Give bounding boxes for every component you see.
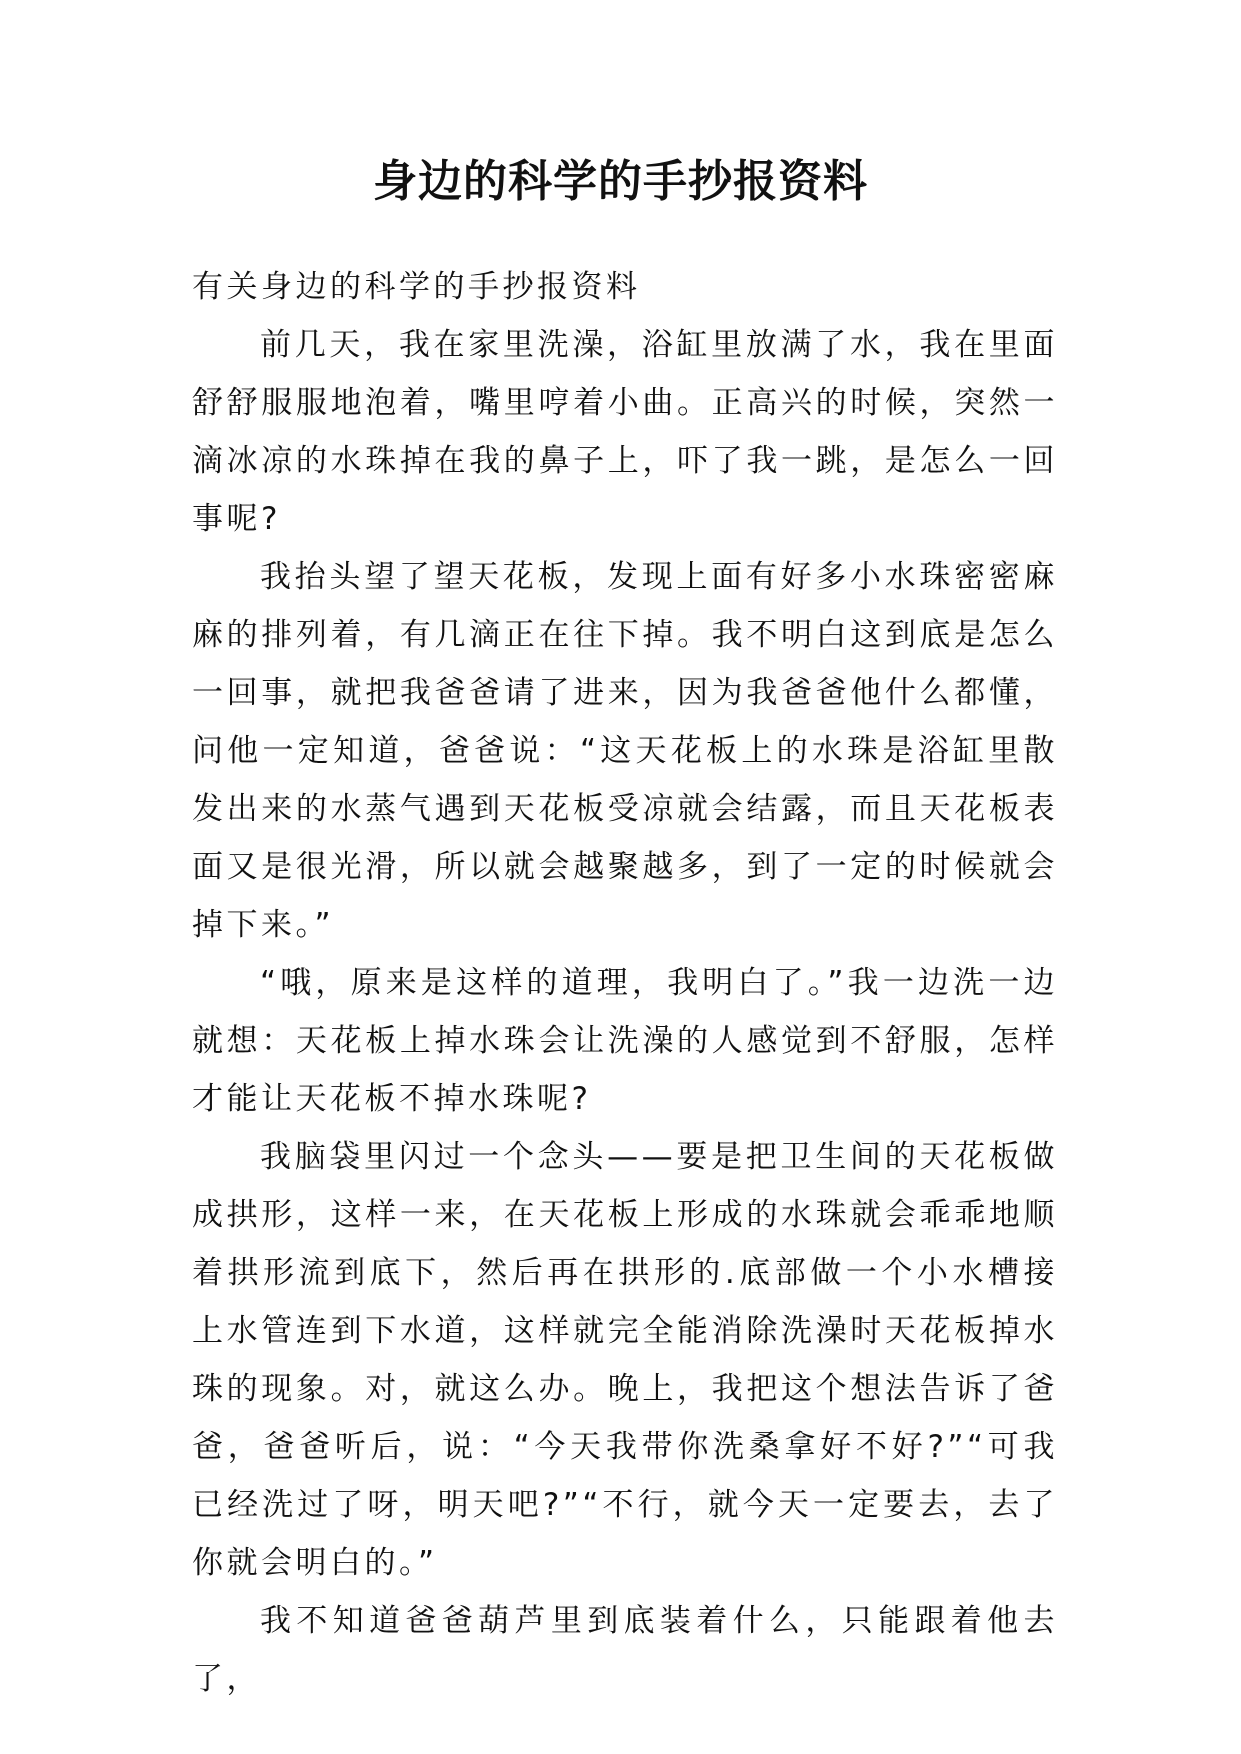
paragraph: 我不知道爸爸葫芦里到底装着什么，只能跟着他去了， — [192, 1603, 1058, 1697]
paragraph: 我抬头望了望天花板，发现上面有好多小水珠密密麻麻的排列着，有几滴正在往下掉。我不明白这到底是怎么一回事，就把我爸爸请了进来，因为我爸爸他什么都懂，问他一定知道，爸爸说：“这天花板上的水珠是浴缸里散发出来的水蒸气遇到天花板受凉就会结露，而且天花板表面又是很光滑，所以就会越聚越多，到了一定的时候就会掉下来。” — [192, 559, 1058, 943]
paragraph: “哦，原来是这样的道理，我明白了。”我一边洗一边就想：天花板上掉水珠会让洗澡的人感觉到不舒服，怎样才能让天花板不掉水珠呢? — [192, 965, 1058, 1117]
page-title: 身边的科学的手抄报资料 — [373, 156, 868, 207]
document-body — [192, 258, 1058, 1708]
intro-line: 有关身边的科学的手抄报资料 — [192, 269, 641, 305]
paragraph: 我脑袋里闪过一个念头——要是把卫生间的天花板做成拱形，这样一来，在天花板上形成的水珠就会乖乖地顺着拱形流到底下，然后再在拱形的.底部做一个小水槽接上水管连到下水道，这样就完全能消除洗澡时天花板掉水珠的现象。对，就这么办。晚上，我把这个想法告诉了爸爸，爸爸听后，说：“今天我带你洗桑拿好不好?”“可我已经洗过了呀，明天吧?”“不行，就今天一定要去，去了你就会明白的。” — [192, 1139, 1058, 1581]
paragraph: 前几天，我在家里洗澡，浴缸里放满了水，我在里面舒舒服服地泡着，嘴里哼着小曲。正高兴的时候，突然一滴冰凉的水珠掉在我的鼻子上，吓了我一跳，是怎么一回事呢? — [192, 327, 1058, 537]
